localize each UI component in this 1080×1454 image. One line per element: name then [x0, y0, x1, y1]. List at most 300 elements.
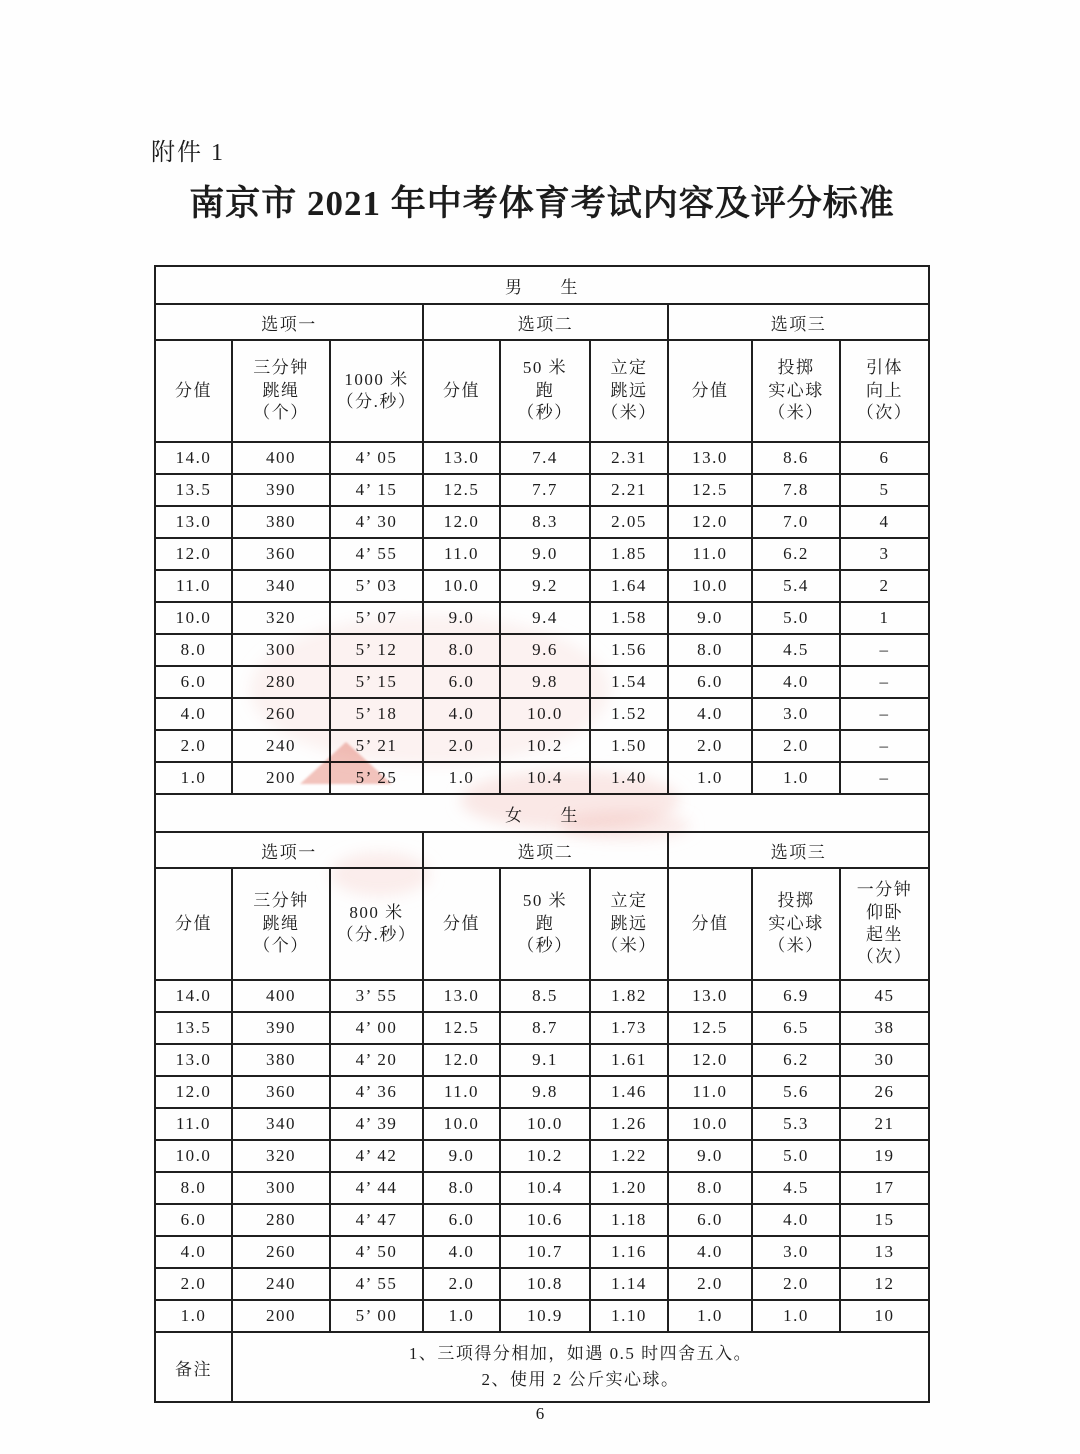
- girls-cell-r7-c3: 4’ 44: [330, 1172, 423, 1204]
- girls-group-row: [155, 832, 929, 868]
- boys-cell-r4-c7: 11.0: [668, 538, 752, 570]
- girls-cell-r5-c7: 10.0: [668, 1108, 752, 1140]
- boys-cell-r8-c8: 4.0: [752, 666, 840, 698]
- boys-column-header-9: [840, 340, 929, 442]
- column-header-line: 800 米: [349, 902, 404, 922]
- boys-cell-r7-c9: –: [840, 634, 929, 666]
- boys-cell-r11-c9: –: [840, 762, 929, 794]
- boys-cell-r3-c4: 12.0: [423, 506, 500, 538]
- boys-cell-r6-c3: 5’ 07: [330, 602, 423, 634]
- boys-data-row-6: [155, 602, 929, 634]
- girls-group-3: 选项三: [668, 832, 929, 868]
- column-header-line: 分值: [175, 913, 212, 933]
- boys-data-row-7: [155, 634, 929, 666]
- girls-cell-r10-c6: 1.14: [590, 1268, 668, 1300]
- girls-cell-r5-c5: 10.0: [500, 1108, 590, 1140]
- girls-cell-r2-c9: 38: [840, 1012, 929, 1044]
- girls-cell-r11-c7: 1.0: [668, 1300, 752, 1332]
- boys-cell-r1-c2: 400: [232, 442, 330, 474]
- girls-section-title: 女 生: [155, 794, 929, 832]
- boys-cell-r3-c8: 7.0: [752, 506, 840, 538]
- boys-cell-r1-c1: 14.0: [155, 442, 232, 474]
- girls-cell-r4-c1: 12.0: [155, 1076, 232, 1108]
- boys-cell-r8-c4: 6.0: [423, 666, 500, 698]
- column-header-line: 向上: [866, 380, 904, 400]
- column-header-line: 跑: [535, 913, 555, 933]
- boys-cell-r9-c4: 4.0: [423, 698, 500, 730]
- boys-section-row: [155, 266, 929, 304]
- girls-cell-r2-c8: 6.5: [752, 1012, 840, 1044]
- column-header-line: 三分钟: [253, 358, 309, 378]
- girls-cell-r4-c8: 5.6: [752, 1076, 840, 1108]
- boys-column-header-row: [155, 340, 929, 442]
- boys-cell-r5-c8: 5.4: [752, 570, 840, 602]
- boys-column-header-2: [232, 340, 330, 442]
- girls-data-row-4: [155, 1076, 929, 1108]
- girls-cell-r9-c7: 4.0: [668, 1236, 752, 1268]
- girls-cell-r3-c5: 9.1: [500, 1044, 590, 1076]
- girls-cell-r11-c6: 1.10: [590, 1300, 668, 1332]
- boys-group-1: 选项一: [155, 304, 423, 340]
- girls-cell-r7-c7: 8.0: [668, 1172, 752, 1204]
- boys-cell-r1-c8: 8.6: [752, 442, 840, 474]
- boys-cell-r2-c9: 5: [840, 474, 929, 506]
- boys-column-header-7: [668, 340, 752, 442]
- boys-cell-r6-c6: 1.58: [590, 602, 668, 634]
- girls-data-row-11: [155, 1300, 929, 1332]
- column-header-line: （分.秒）: [336, 392, 417, 411]
- column-header-line: 投掷: [777, 358, 815, 378]
- score-table-body: [155, 266, 929, 1402]
- girls-cell-r3-c4: 12.0: [423, 1044, 500, 1076]
- girls-cell-r2-c1: 13.5: [155, 1012, 232, 1044]
- column-header-line: 引体: [866, 358, 904, 378]
- column-header-line: （次）: [856, 947, 913, 967]
- boys-cell-r2-c1: 13.5: [155, 474, 232, 506]
- boys-cell-r2-c8: 7.8: [752, 474, 840, 506]
- girls-cell-r9-c9: 13: [840, 1236, 929, 1268]
- boys-cell-r5-c3: 5’ 03: [330, 570, 423, 602]
- boys-cell-r4-c1: 12.0: [155, 538, 232, 570]
- girls-cell-r5-c9: 21: [840, 1108, 929, 1140]
- boys-cell-r9-c9: –: [840, 698, 929, 730]
- girls-cell-r3-c2: 380: [232, 1044, 330, 1076]
- column-header-line: 跑: [535, 380, 555, 400]
- column-header-line: 分值: [691, 913, 729, 933]
- girls-cell-r9-c4: 4.0: [423, 1236, 500, 1268]
- girls-cell-r4-c4: 11.0: [423, 1076, 500, 1108]
- girls-cell-r9-c1: 4.0: [155, 1236, 232, 1268]
- boys-column-header-6: [590, 340, 668, 442]
- column-header-line: 起坐: [866, 925, 904, 944]
- girls-cell-r5-c8: 5.3: [752, 1108, 840, 1140]
- girls-cell-r8-c9: 15: [840, 1204, 929, 1236]
- girls-cell-r8-c2: 280: [232, 1204, 330, 1236]
- boys-cell-r6-c5: 9.4: [500, 602, 590, 634]
- boys-cell-r7-c4: 8.0: [423, 634, 500, 666]
- girls-cell-r4-c3: 4’ 36: [330, 1076, 423, 1108]
- column-header-line: （个）: [253, 936, 309, 956]
- boys-cell-r7-c5: 9.6: [500, 634, 590, 666]
- girls-data-row-2: [155, 1012, 929, 1044]
- column-header-line: 分值: [175, 380, 212, 400]
- column-header-line: （秒）: [517, 936, 573, 956]
- column-header-line: 跳绳: [262, 380, 300, 400]
- boys-cell-r9-c3: 5’ 18: [330, 698, 423, 730]
- girls-cell-r3-c6: 1.61: [590, 1044, 668, 1076]
- boys-column-header-8: [752, 340, 840, 442]
- boys-cell-r11-c4: 1.0: [423, 762, 500, 794]
- boys-cell-r9-c6: 1.52: [590, 698, 668, 730]
- girls-cell-r8-c4: 6.0: [423, 1204, 500, 1236]
- girls-data-row-1: [155, 980, 929, 1012]
- boys-cell-r10-c8: 2.0: [752, 730, 840, 762]
- boys-data-row-9: [155, 698, 929, 730]
- girls-cell-r7-c2: 300: [232, 1172, 330, 1204]
- boys-cell-r4-c4: 11.0: [423, 538, 500, 570]
- girls-cell-r7-c4: 8.0: [423, 1172, 500, 1204]
- girls-cell-r1-c5: 8.5: [500, 980, 590, 1012]
- boys-cell-r3-c2: 380: [232, 506, 330, 538]
- girls-cell-r3-c1: 13.0: [155, 1044, 232, 1076]
- girls-cell-r6-c5: 10.2: [500, 1140, 590, 1172]
- column-header-line: 一分钟: [856, 880, 913, 900]
- column-header-line: 实心球: [768, 380, 824, 400]
- boys-cell-r10-c6: 1.50: [590, 730, 668, 762]
- page-number: 6: [535, 1404, 545, 1423]
- girls-cell-r5-c4: 10.0: [423, 1108, 500, 1140]
- girls-cell-r1-c7: 13.0: [668, 980, 752, 1012]
- boys-cell-r4-c3: 4’ 55: [330, 538, 423, 570]
- girls-cell-r4-c2: 360: [232, 1076, 330, 1108]
- girls-column-header-3: [330, 868, 423, 980]
- boys-data-row-1: [155, 442, 929, 474]
- girls-cell-r5-c6: 1.26: [590, 1108, 668, 1140]
- girls-data-row-3: [155, 1044, 929, 1076]
- boys-cell-r8-c6: 1.54: [590, 666, 668, 698]
- boys-cell-r9-c5: 10.0: [500, 698, 590, 730]
- girls-column-header-8: [752, 868, 840, 980]
- girls-data-row-5: [155, 1108, 929, 1140]
- boys-cell-r11-c3: 5’ 25: [330, 762, 423, 794]
- boys-data-row-3: [155, 506, 929, 538]
- boys-cell-r10-c5: 10.2: [500, 730, 590, 762]
- boys-cell-r8-c3: 5’ 15: [330, 666, 423, 698]
- girls-cell-r1-c2: 400: [232, 980, 330, 1012]
- boys-section-title: 男 生: [155, 266, 929, 304]
- boys-data-row-4: [155, 538, 929, 570]
- boys-cell-r5-c9: 2: [840, 570, 929, 602]
- boys-cell-r7-c1: 8.0: [155, 634, 232, 666]
- girls-cell-r4-c5: 9.8: [500, 1076, 590, 1108]
- girls-cell-r1-c4: 13.0: [423, 980, 500, 1012]
- boys-cell-r5-c6: 1.64: [590, 570, 668, 602]
- girls-cell-r6-c2: 320: [232, 1140, 330, 1172]
- boys-cell-r8-c2: 280: [232, 666, 330, 698]
- remarks-body: [232, 1332, 929, 1402]
- boys-cell-r4-c5: 9.0: [500, 538, 590, 570]
- girls-cell-r9-c5: 10.7: [500, 1236, 590, 1268]
- remarks-label: 备注: [155, 1332, 232, 1402]
- girls-cell-r8-c3: 4’ 47: [330, 1204, 423, 1236]
- boys-cell-r1-c6: 2.31: [590, 442, 668, 474]
- boys-cell-r1-c9: 6: [840, 442, 929, 474]
- girls-group-2: 选项二: [423, 832, 668, 868]
- girls-cell-r8-c6: 1.18: [590, 1204, 668, 1236]
- girls-cell-r2-c2: 390: [232, 1012, 330, 1044]
- page-title: 南京市 2021 年中考体育考试内容及评分标准: [189, 184, 895, 223]
- girls-cell-r5-c3: 4’ 39: [330, 1108, 423, 1140]
- boys-cell-r9-c7: 4.0: [668, 698, 752, 730]
- boys-cell-r4-c2: 360: [232, 538, 330, 570]
- boys-cell-r5-c2: 340: [232, 570, 330, 602]
- girls-cell-r2-c5: 8.7: [500, 1012, 590, 1044]
- girls-cell-r6-c9: 19: [840, 1140, 929, 1172]
- column-header-line: （分.秒）: [336, 925, 417, 944]
- girls-cell-r10-c5: 10.8: [500, 1268, 590, 1300]
- girls-group-1: 选项一: [155, 832, 423, 868]
- girls-cell-r10-c7: 2.0: [668, 1268, 752, 1300]
- girls-cell-r7-c5: 10.4: [500, 1172, 590, 1204]
- boys-cell-r10-c4: 2.0: [423, 730, 500, 762]
- girls-cell-r10-c2: 240: [232, 1268, 330, 1300]
- girls-cell-r11-c1: 1.0: [155, 1300, 232, 1332]
- column-header-line: 立定: [610, 891, 648, 911]
- girls-cell-r4-c6: 1.46: [590, 1076, 668, 1108]
- girls-cell-r2-c6: 1.73: [590, 1012, 668, 1044]
- boys-group-row: [155, 304, 929, 340]
- boys-cell-r1-c5: 7.4: [500, 442, 590, 474]
- girls-cell-r3-c7: 12.0: [668, 1044, 752, 1076]
- boys-cell-r5-c1: 11.0: [155, 570, 232, 602]
- girls-data-row-8: [155, 1204, 929, 1236]
- girls-cell-r1-c6: 1.82: [590, 980, 668, 1012]
- boys-group-2: 选项二: [423, 304, 668, 340]
- column-header-line: （米）: [601, 936, 657, 956]
- boys-cell-r11-c8: 1.0: [752, 762, 840, 794]
- boys-data-row-2: [155, 474, 929, 506]
- boys-cell-r10-c2: 240: [232, 730, 330, 762]
- boys-cell-r6-c4: 9.0: [423, 602, 500, 634]
- column-header-line: （次）: [856, 403, 913, 423]
- boys-cell-r3-c5: 8.3: [500, 506, 590, 538]
- boys-cell-r10-c1: 2.0: [155, 730, 232, 762]
- boys-cell-r2-c2: 390: [232, 474, 330, 506]
- boys-cell-r7-c3: 5’ 12: [330, 634, 423, 666]
- boys-cell-r4-c8: 6.2: [752, 538, 840, 570]
- boys-cell-r6-c8: 5.0: [752, 602, 840, 634]
- column-header-line: （米）: [768, 403, 824, 423]
- girls-cell-r1-c1: 14.0: [155, 980, 232, 1012]
- girls-column-header-7: [668, 868, 752, 980]
- attachment-label: 附件 1: [151, 140, 225, 166]
- remarks-line: 1、三项得分相加，如遇 0.5 时四舍五入。: [408, 1343, 753, 1363]
- column-header-line: 分值: [691, 380, 729, 400]
- boys-cell-r10-c3: 5’ 21: [330, 730, 423, 762]
- column-header-line: 实心球: [768, 913, 824, 933]
- column-header-line: 分值: [443, 913, 480, 933]
- girls-cell-r11-c8: 1.0: [752, 1300, 840, 1332]
- girls-cell-r10-c3: 4’ 55: [330, 1268, 423, 1300]
- column-header-line: （个）: [253, 403, 309, 423]
- column-header-line: 仰卧: [866, 902, 904, 922]
- boys-cell-r8-c5: 9.8: [500, 666, 590, 698]
- girls-cell-r11-c4: 1.0: [423, 1300, 500, 1332]
- girls-cell-r11-c9: 10: [840, 1300, 929, 1332]
- column-header-line: 1000 米: [344, 369, 409, 389]
- boys-cell-r1-c7: 13.0: [668, 442, 752, 474]
- boys-cell-r7-c6: 1.56: [590, 634, 668, 666]
- boys-cell-r4-c9: 3: [840, 538, 929, 570]
- boys-cell-r6-c2: 320: [232, 602, 330, 634]
- column-header-line: 立定: [610, 358, 648, 378]
- remarks-line: 2、使用 2 公斤实心球。: [481, 1370, 680, 1389]
- girls-cell-r6-c7: 9.0: [668, 1140, 752, 1172]
- boys-cell-r3-c3: 4’ 30: [330, 506, 423, 538]
- boys-column-header-5: [500, 340, 590, 442]
- boys-cell-r6-c1: 10.0: [155, 602, 232, 634]
- girls-column-header-row: [155, 868, 929, 980]
- boys-cell-r4-c6: 1.85: [590, 538, 668, 570]
- boys-cell-r5-c4: 10.0: [423, 570, 500, 602]
- girls-section-row: [155, 794, 929, 832]
- boys-cell-r5-c7: 10.0: [668, 570, 752, 602]
- girls-cell-r8-c5: 10.6: [500, 1204, 590, 1236]
- boys-cell-r11-c1: 1.0: [155, 762, 232, 794]
- boys-cell-r1-c3: 4’ 05: [330, 442, 423, 474]
- boys-cell-r5-c5: 9.2: [500, 570, 590, 602]
- score-table: [154, 265, 930, 1403]
- boys-cell-r10-c7: 2.0: [668, 730, 752, 762]
- girls-cell-r3-c9: 30: [840, 1044, 929, 1076]
- girls-cell-r8-c8: 4.0: [752, 1204, 840, 1236]
- boys-column-header-3: [330, 340, 423, 442]
- boys-cell-r8-c7: 6.0: [668, 666, 752, 698]
- column-header-line: （米）: [768, 936, 824, 956]
- boys-data-row-11: [155, 762, 929, 794]
- boys-data-row-10: [155, 730, 929, 762]
- boys-cell-r11-c7: 1.0: [668, 762, 752, 794]
- girls-column-header-2: [232, 868, 330, 980]
- girls-cell-r10-c4: 2.0: [423, 1268, 500, 1300]
- column-header-line: 50 米: [522, 358, 568, 378]
- boys-cell-r8-c1: 6.0: [155, 666, 232, 698]
- boys-cell-r11-c5: 10.4: [500, 762, 590, 794]
- column-header-line: 三分钟: [253, 891, 309, 911]
- girls-column-header-6: [590, 868, 668, 980]
- girls-cell-r9-c3: 4’ 50: [330, 1236, 423, 1268]
- girls-column-header-1: [155, 868, 232, 980]
- girls-cell-r11-c2: 200: [232, 1300, 330, 1332]
- boys-cell-r2-c7: 12.5: [668, 474, 752, 506]
- boys-column-header-1: [155, 340, 232, 442]
- boys-data-row-8: [155, 666, 929, 698]
- boys-cell-r2-c5: 7.7: [500, 474, 590, 506]
- girls-cell-r6-c1: 10.0: [155, 1140, 232, 1172]
- girls-cell-r6-c8: 5.0: [752, 1140, 840, 1172]
- girls-cell-r2-c7: 12.5: [668, 1012, 752, 1044]
- boys-data-row-5: [155, 570, 929, 602]
- girls-cell-r1-c9: 45: [840, 980, 929, 1012]
- girls-cell-r9-c2: 260: [232, 1236, 330, 1268]
- girls-cell-r11-c3: 5’ 00: [330, 1300, 423, 1332]
- girls-cell-r7-c8: 4.5: [752, 1172, 840, 1204]
- boys-cell-r6-c7: 9.0: [668, 602, 752, 634]
- girls-cell-r8-c7: 6.0: [668, 1204, 752, 1236]
- girls-cell-r10-c1: 2.0: [155, 1268, 232, 1300]
- boys-cell-r7-c7: 8.0: [668, 634, 752, 666]
- boys-cell-r9-c8: 3.0: [752, 698, 840, 730]
- girls-cell-r4-c9: 26: [840, 1076, 929, 1108]
- boys-cell-r7-c2: 300: [232, 634, 330, 666]
- column-header-line: 跳远: [610, 380, 648, 400]
- boys-cell-r1-c4: 13.0: [423, 442, 500, 474]
- girls-cell-r11-c5: 10.9: [500, 1300, 590, 1332]
- girls-cell-r10-c8: 2.0: [752, 1268, 840, 1300]
- girls-cell-r7-c6: 1.20: [590, 1172, 668, 1204]
- boys-cell-r11-c2: 200: [232, 762, 330, 794]
- girls-cell-r2-c3: 4’ 00: [330, 1012, 423, 1044]
- column-header-line: （秒）: [517, 403, 573, 423]
- boys-column-header-4: [423, 340, 500, 442]
- girls-cell-r10-c9: 12: [840, 1268, 929, 1300]
- column-header-line: 跳绳: [262, 913, 300, 933]
- girls-cell-r7-c1: 8.0: [155, 1172, 232, 1204]
- boys-group-3: 选项三: [668, 304, 929, 340]
- boys-cell-r3-c9: 4: [840, 506, 929, 538]
- girls-cell-r6-c6: 1.22: [590, 1140, 668, 1172]
- boys-cell-r8-c9: –: [840, 666, 929, 698]
- boys-cell-r9-c1: 4.0: [155, 698, 232, 730]
- boys-cell-r2-c3: 4’ 15: [330, 474, 423, 506]
- boys-cell-r2-c6: 2.21: [590, 474, 668, 506]
- girls-cell-r3-c8: 6.2: [752, 1044, 840, 1076]
- boys-cell-r2-c4: 12.5: [423, 474, 500, 506]
- column-header-line: （米）: [601, 403, 657, 423]
- girls-data-row-10: [155, 1268, 929, 1300]
- girls-cell-r8-c1: 6.0: [155, 1204, 232, 1236]
- column-header-line: 50 米: [522, 891, 568, 911]
- girls-column-header-5: [500, 868, 590, 980]
- girls-cell-r3-c3: 4’ 20: [330, 1044, 423, 1076]
- boys-cell-r10-c9: –: [840, 730, 929, 762]
- girls-cell-r6-c4: 9.0: [423, 1140, 500, 1172]
- girls-cell-r5-c1: 11.0: [155, 1108, 232, 1140]
- girls-cell-r9-c6: 1.16: [590, 1236, 668, 1268]
- column-header-line: 分值: [443, 380, 480, 400]
- girls-cell-r9-c8: 3.0: [752, 1236, 840, 1268]
- boys-cell-r3-c7: 12.0: [668, 506, 752, 538]
- boys-cell-r6-c9: 1: [840, 602, 929, 634]
- boys-cell-r9-c2: 260: [232, 698, 330, 730]
- girls-column-header-4: [423, 868, 500, 980]
- boys-cell-r7-c8: 4.5: [752, 634, 840, 666]
- column-header-line: 跳远: [610, 913, 648, 933]
- remarks-row: [155, 1332, 929, 1402]
- girls-data-row-9: [155, 1236, 929, 1268]
- girls-cell-r4-c7: 11.0: [668, 1076, 752, 1108]
- boys-cell-r3-c1: 13.0: [155, 506, 232, 538]
- girls-data-row-6: [155, 1140, 929, 1172]
- boys-cell-r11-c6: 1.40: [590, 762, 668, 794]
- column-header-line: 投掷: [777, 891, 815, 911]
- girls-cell-r6-c3: 4’ 42: [330, 1140, 423, 1172]
- girls-cell-r1-c8: 6.9: [752, 980, 840, 1012]
- girls-column-header-9: [840, 868, 929, 980]
- girls-cell-r2-c4: 12.5: [423, 1012, 500, 1044]
- girls-data-row-7: [155, 1172, 929, 1204]
- girls-cell-r7-c9: 17: [840, 1172, 929, 1204]
